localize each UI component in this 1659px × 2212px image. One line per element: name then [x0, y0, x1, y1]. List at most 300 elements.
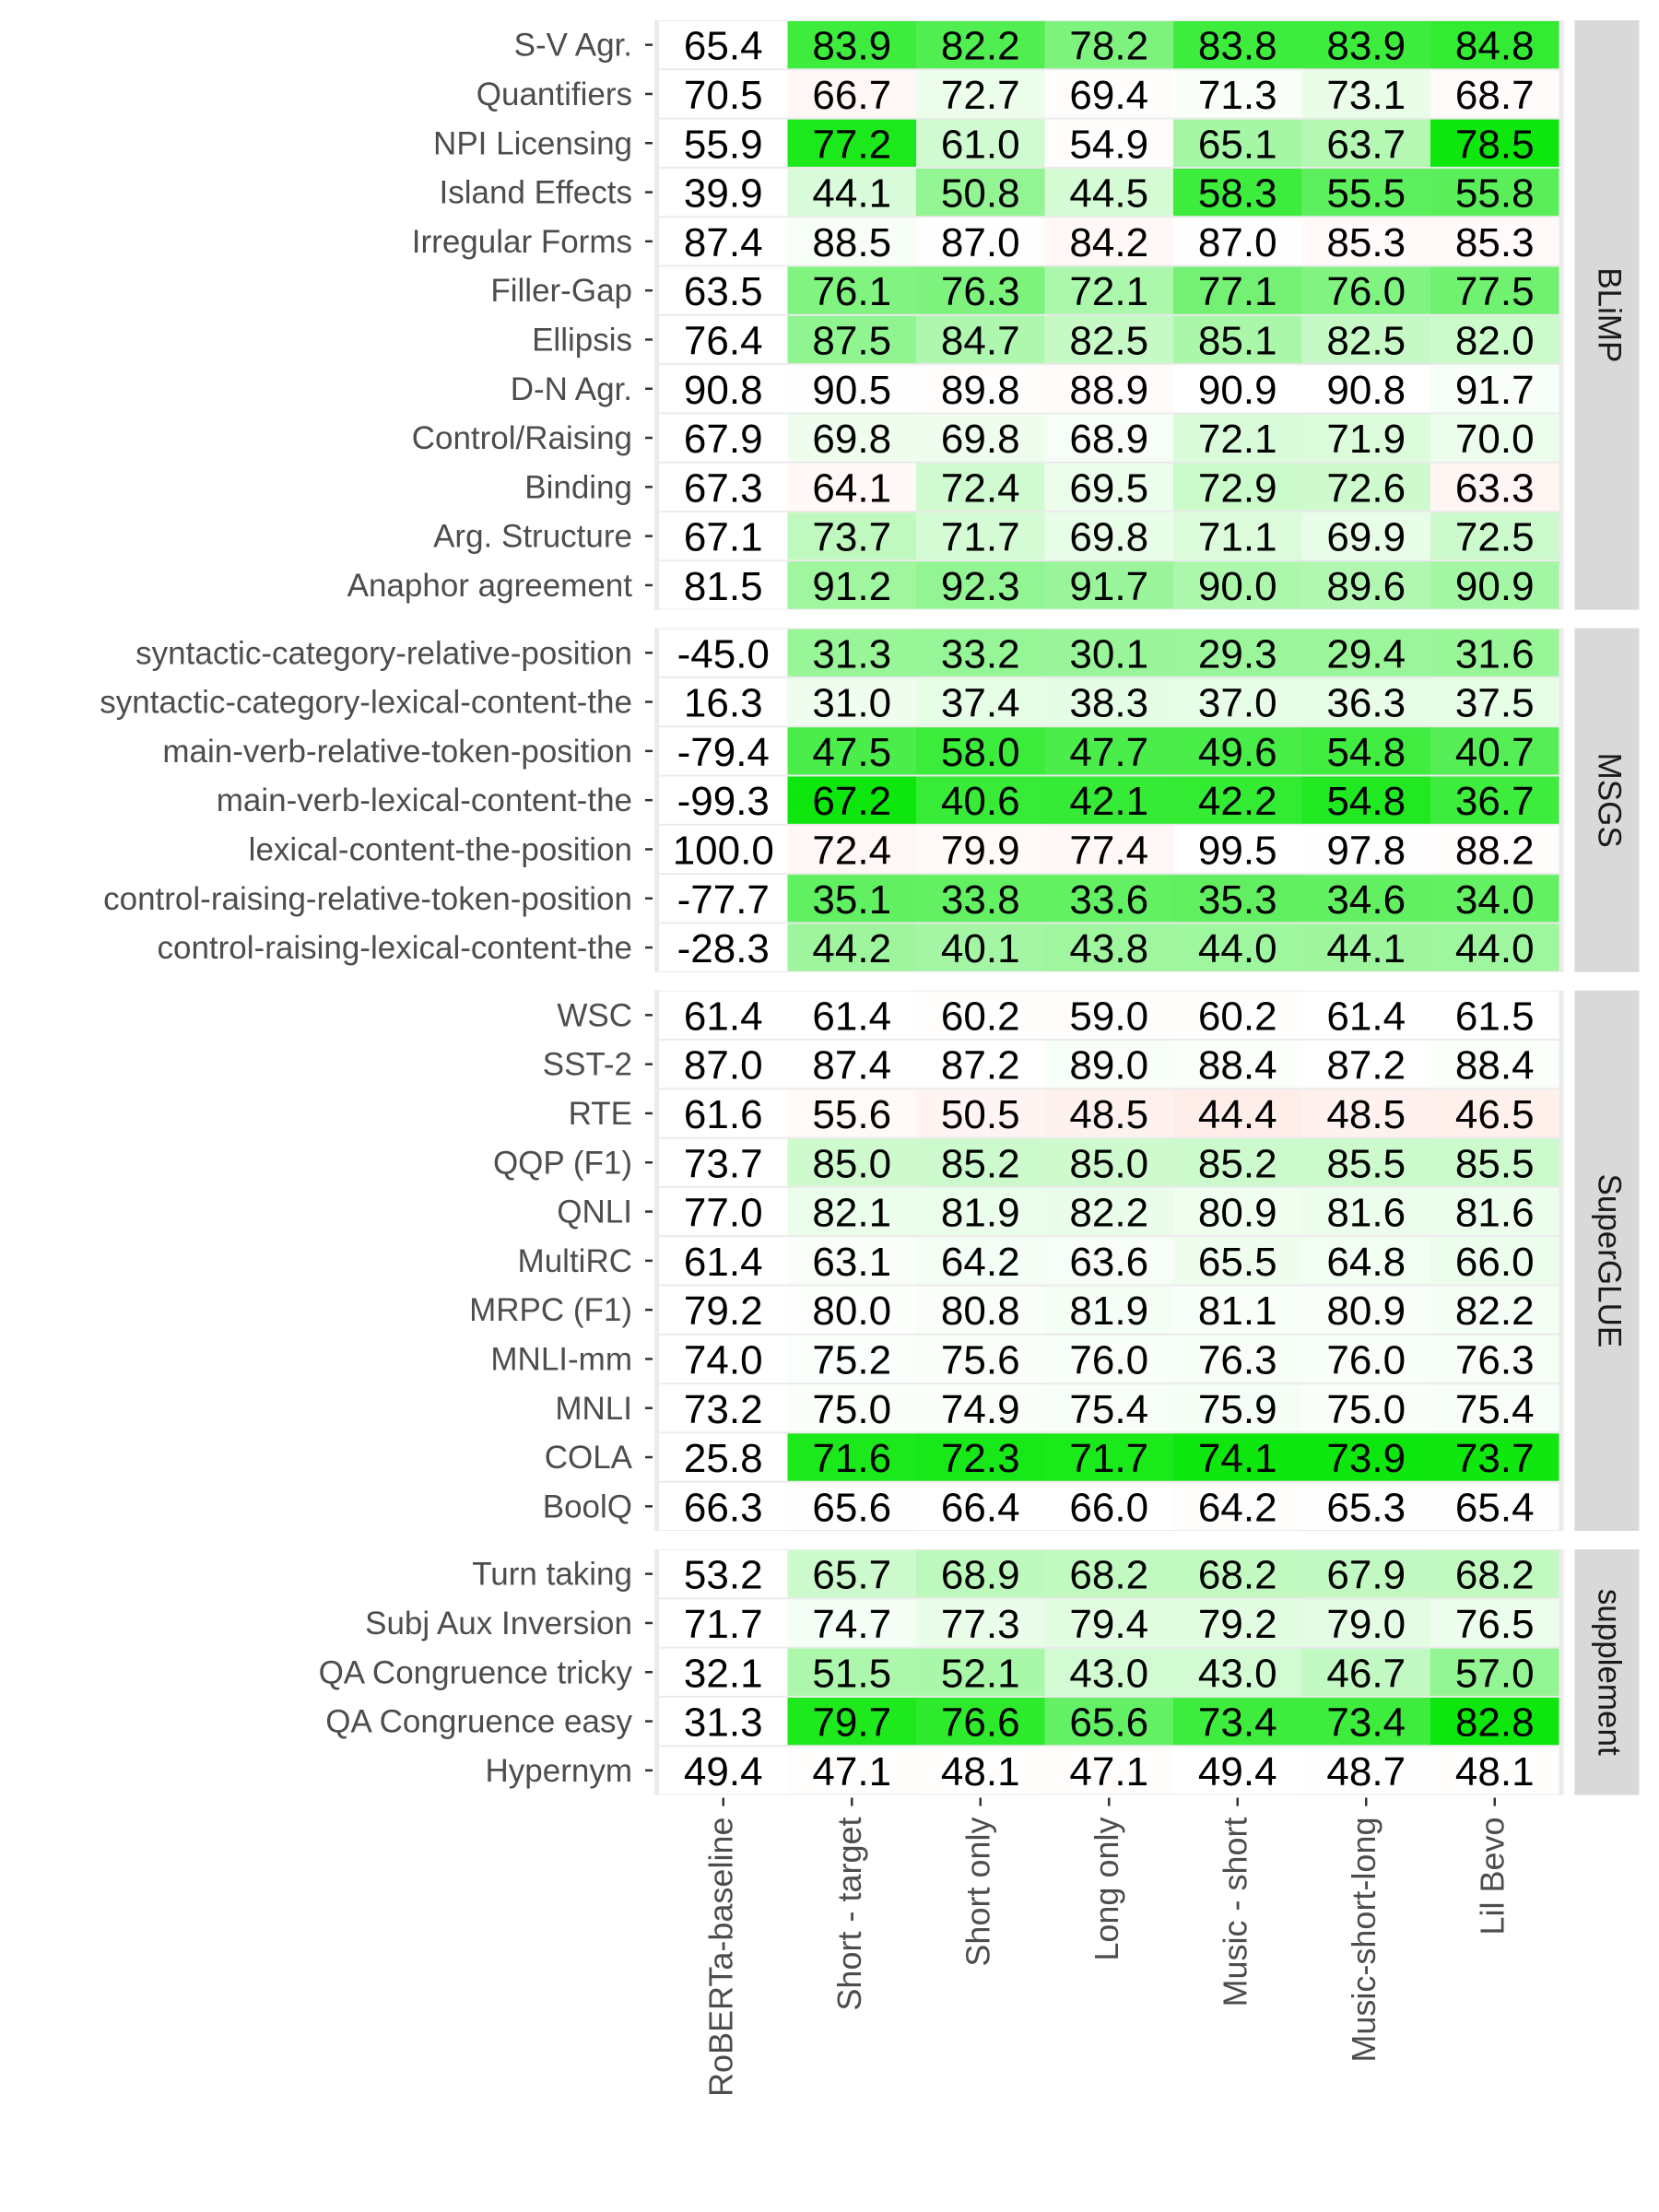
- table-row: [486, 1747, 1559, 1794]
- cell-value: 35.1: [812, 877, 892, 923]
- cell-value: 54.8: [1326, 729, 1406, 775]
- row-label: COLA: [544, 1440, 632, 1477]
- cell-value: 81.9: [1069, 1288, 1149, 1335]
- cell-value: 49.4: [1197, 1748, 1277, 1794]
- cell-value: 80.0: [812, 1288, 892, 1335]
- cell-value: 64.1: [812, 465, 892, 512]
- cell-value: 47.7: [1069, 729, 1149, 775]
- cell-value: 73.9: [1326, 1436, 1406, 1482]
- cell-value: 82.2: [940, 23, 1020, 69]
- cell-value: 74.9: [940, 1386, 1020, 1432]
- table-row: [557, 1188, 1559, 1236]
- cell-value: 75.2: [812, 1337, 892, 1383]
- cell-value: 78.5: [1454, 122, 1535, 168]
- cell-value: 50.8: [940, 171, 1020, 217]
- cell-value: 79.4: [1069, 1601, 1149, 1647]
- cell-value: 81.5: [683, 563, 763, 609]
- table-row: [490, 267, 1559, 315]
- cell-value: 85.5: [1326, 1141, 1406, 1187]
- cell-value: 69.4: [1069, 72, 1149, 118]
- table-row: [249, 826, 1559, 874]
- cell-value: 83.9: [1326, 23, 1406, 69]
- x-tick-label: Music-short-long: [1344, 1817, 1382, 2063]
- cell-value: 44.1: [1326, 926, 1406, 972]
- cell-value: 82.2: [1454, 1288, 1535, 1335]
- cell-value: 48.1: [940, 1748, 1020, 1794]
- cell-value: 37.0: [1197, 680, 1277, 726]
- cell-value: 54.9: [1069, 122, 1149, 168]
- cell-value: 30.1: [1069, 631, 1149, 677]
- row-label: S-V Agr.: [513, 27, 632, 64]
- cell-value: 58.3: [1197, 171, 1277, 217]
- cell-value: 53.2: [683, 1552, 763, 1598]
- cell-value: 73.4: [1197, 1700, 1277, 1746]
- facet-strip-label: SuperGLUE: [1591, 1173, 1628, 1348]
- facet-strip-label: MSGS: [1591, 752, 1628, 848]
- cell-value: 76.0: [1326, 269, 1406, 315]
- cell-value: 46.7: [1326, 1651, 1406, 1697]
- cell-value: 63.1: [812, 1239, 892, 1285]
- cell-value: 48.5: [1069, 1091, 1149, 1137]
- table-row: [347, 561, 1559, 609]
- cell-value: 84.2: [1069, 219, 1149, 265]
- row-label: Irregular Forms: [411, 223, 632, 260]
- cell-value: 47.5: [812, 729, 892, 775]
- cell-value: 91.7: [1454, 367, 1535, 413]
- cell-value: 65.1: [1197, 122, 1277, 168]
- cell-value: 55.8: [1454, 171, 1535, 217]
- cell-value: 85.1: [1197, 318, 1277, 364]
- cell-value: 48.7: [1326, 1748, 1406, 1794]
- cell-value: 29.3: [1197, 631, 1277, 677]
- cell-value: 97.8: [1326, 828, 1406, 874]
- cell-value: 82.1: [812, 1190, 892, 1236]
- cell-value: 34.0: [1454, 877, 1535, 923]
- cell-value: 88.2: [1454, 828, 1535, 874]
- cell-value: 71.1: [1197, 514, 1277, 560]
- cell-value: 61.4: [683, 1239, 763, 1285]
- table-row: [100, 678, 1559, 726]
- row-label: D-N Agr.: [510, 371, 632, 407]
- cell-value: 89.6: [1326, 563, 1406, 609]
- cell-value: 49.6: [1197, 729, 1277, 775]
- row-label: Control/Raising: [411, 420, 632, 457]
- table-row: [543, 1483, 1559, 1531]
- cell-value: 65.7: [812, 1552, 892, 1598]
- cell-value: 75.4: [1069, 1386, 1149, 1432]
- cell-value: 39.9: [683, 171, 763, 217]
- cell-value: 49.4: [683, 1748, 763, 1794]
- table-row: [162, 727, 1559, 775]
- cell-value: 71.6: [812, 1436, 892, 1482]
- cell-value: 68.2: [1454, 1552, 1535, 1598]
- cell-value: 79.2: [683, 1288, 763, 1335]
- cell-value: 77.5: [1454, 269, 1535, 315]
- cell-value: -45.0: [677, 631, 770, 677]
- cell-value: -28.3: [677, 926, 770, 972]
- cell-value: 71.3: [1197, 72, 1277, 118]
- table-row: [158, 924, 1559, 971]
- cell-value: 64.8: [1326, 1239, 1406, 1285]
- facet-supplement: [319, 1549, 1640, 1795]
- cell-value: 87.0: [683, 1042, 763, 1088]
- cell-value: 37.4: [940, 680, 1020, 726]
- cell-value: 79.2: [1197, 1601, 1277, 1647]
- cell-value: 73.7: [1454, 1436, 1535, 1482]
- cell-value: 73.7: [812, 514, 892, 560]
- row-label: MRPC (F1): [469, 1292, 632, 1329]
- row-label: Binding: [524, 469, 632, 506]
- cell-value: 76.5: [1454, 1601, 1535, 1647]
- cell-value: 65.4: [683, 23, 763, 69]
- table-row: [365, 1599, 1559, 1647]
- cell-value: 72.4: [940, 465, 1020, 512]
- x-tick-label: Long only: [1087, 1817, 1125, 1961]
- cell-value: 88.4: [1454, 1042, 1535, 1088]
- cell-value: 82.2: [1069, 1190, 1149, 1236]
- row-label: MultiRC: [517, 1242, 632, 1279]
- cell-value: 31.6: [1454, 631, 1535, 677]
- cell-value: 61.4: [1326, 994, 1406, 1040]
- cell-value: 69.9: [1326, 514, 1406, 560]
- table-row: [319, 1649, 1559, 1697]
- cell-value: 91.2: [812, 563, 892, 609]
- cell-value: 66.4: [940, 1485, 1020, 1531]
- table-row: [472, 1550, 1559, 1598]
- cell-value: 76.0: [1069, 1337, 1149, 1383]
- row-label: RTE: [568, 1095, 632, 1132]
- facet-strip-label: supplement: [1591, 1588, 1628, 1756]
- cell-value: 61.4: [683, 994, 763, 1040]
- cell-value: 99.5: [1197, 828, 1277, 874]
- cell-value: 74.0: [683, 1337, 763, 1383]
- cell-value: 60.2: [1197, 994, 1277, 1040]
- row-label: Turn taking: [472, 1556, 632, 1593]
- cell-value: 76.3: [940, 269, 1020, 315]
- x-tick-label: Lil Bevo: [1473, 1817, 1512, 1936]
- table-row: [524, 464, 1559, 512]
- table-row: [569, 1089, 1559, 1137]
- cell-value: 63.5: [683, 269, 763, 315]
- table-row: [511, 365, 1559, 413]
- table-row: [325, 1698, 1559, 1746]
- cell-value: 73.2: [683, 1386, 763, 1432]
- cell-value: 69.8: [940, 417, 1020, 463]
- cell-value: 71.7: [683, 1601, 763, 1647]
- cell-value: 87.0: [940, 219, 1020, 265]
- cell-value: 87.2: [940, 1042, 1020, 1088]
- cell-value: 48.1: [1454, 1748, 1535, 1794]
- row-label: WSC: [557, 997, 632, 1034]
- cell-value: 60.2: [940, 994, 1020, 1040]
- x-tick-label: RoBERTa-baseline: [701, 1817, 740, 2098]
- cell-value: 40.7: [1454, 729, 1535, 775]
- row-label: main-verb-lexical-content-the: [216, 782, 632, 819]
- cell-value: 78.2: [1069, 23, 1149, 69]
- cell-value: 69.8: [1069, 514, 1149, 560]
- row-label: Arg. Structure: [433, 518, 632, 555]
- cell-value: 90.0: [1197, 563, 1277, 609]
- table-row: [555, 1384, 1559, 1432]
- cell-value: 71.7: [940, 514, 1020, 560]
- cell-value: 68.7: [1454, 72, 1535, 118]
- row-label: BoolQ: [542, 1488, 632, 1525]
- facet-superglue: [469, 991, 1639, 1531]
- x-tick-label: Short only: [959, 1817, 997, 1967]
- cell-value: 44.0: [1197, 926, 1277, 972]
- cell-value: 47.1: [812, 1748, 892, 1794]
- cell-value: 73.7: [683, 1141, 763, 1187]
- cell-value: 37.5: [1454, 680, 1535, 726]
- cell-value: 44.5: [1069, 171, 1149, 217]
- facet-blimp: [347, 20, 1640, 610]
- cell-value: 85.2: [1197, 1141, 1277, 1187]
- cell-value: 72.5: [1454, 514, 1535, 560]
- cell-value: 80.8: [940, 1288, 1020, 1335]
- cell-value: 72.1: [1069, 269, 1149, 315]
- cell-value: 77.1: [1197, 269, 1277, 315]
- row-label: main-verb-relative-token-position: [162, 733, 632, 770]
- cell-value: -99.3: [677, 779, 770, 825]
- cell-value: 87.4: [683, 219, 763, 265]
- cell-value: 35.3: [1197, 877, 1277, 923]
- cell-value: 74.1: [1197, 1436, 1277, 1482]
- cell-value: 73.4: [1326, 1700, 1406, 1746]
- cell-value: 83.9: [812, 23, 892, 69]
- table-row: [135, 629, 1559, 677]
- cell-value: 25.8: [683, 1436, 763, 1482]
- cell-value: 65.5: [1197, 1239, 1277, 1285]
- cell-value: 66.0: [1069, 1485, 1149, 1531]
- table-row: [490, 1335, 1559, 1383]
- cell-value: 54.8: [1326, 779, 1406, 825]
- cell-value: 77.0: [683, 1190, 763, 1236]
- cell-value: 81.1: [1197, 1288, 1277, 1335]
- row-label: SST-2: [542, 1046, 632, 1083]
- cell-value: 33.6: [1069, 877, 1149, 923]
- table-row: [514, 21, 1559, 69]
- cell-value: 63.3: [1454, 465, 1535, 512]
- facet-msgs: [100, 629, 1639, 972]
- cell-value: 77.4: [1069, 828, 1149, 874]
- table-row: [433, 120, 1559, 168]
- cell-value: -77.7: [677, 877, 770, 923]
- row-label: MNLI: [555, 1390, 632, 1427]
- cell-value: 85.3: [1326, 219, 1406, 265]
- row-label: control-raising-lexical-content-the: [157, 930, 632, 967]
- cell-value: 70.0: [1454, 417, 1535, 463]
- cell-value: 67.9: [1326, 1552, 1406, 1598]
- cell-value: 33.2: [940, 631, 1020, 677]
- cell-value: 43.8: [1069, 926, 1149, 972]
- row-label: MNLI-mm: [490, 1341, 632, 1378]
- cell-value: 42.1: [1069, 779, 1149, 825]
- cell-value: 68.9: [940, 1552, 1020, 1598]
- cell-value: 34.6: [1326, 877, 1406, 923]
- cell-value: 79.0: [1326, 1601, 1406, 1647]
- cell-value: 75.4: [1454, 1386, 1535, 1432]
- cell-value: 63.6: [1069, 1239, 1149, 1285]
- cell-value: 36.7: [1454, 779, 1535, 825]
- cell-value: 64.2: [1197, 1485, 1277, 1531]
- cell-value: 72.7: [940, 72, 1020, 118]
- cell-value: 72.4: [812, 828, 892, 874]
- cell-value: 29.4: [1326, 631, 1406, 677]
- cell-value: 63.7: [1326, 122, 1406, 168]
- cell-value: 61.5: [1454, 994, 1535, 1040]
- cell-value: 81.6: [1454, 1190, 1535, 1236]
- cell-value: 87.0: [1197, 219, 1277, 265]
- cell-value: 80.9: [1197, 1190, 1277, 1236]
- cell-value: 92.3: [940, 563, 1020, 609]
- row-label: NPI Licensing: [433, 125, 632, 162]
- cell-value: 100.0: [672, 828, 774, 874]
- row-label: Ellipsis: [532, 322, 632, 359]
- cell-value: 44.2: [812, 926, 892, 972]
- cell-value: 85.0: [1069, 1141, 1149, 1187]
- cell-value: 57.0: [1454, 1651, 1535, 1697]
- cell-value: 82.5: [1326, 318, 1406, 364]
- cell-value: 67.2: [812, 779, 892, 825]
- x-tick-label: Music - short: [1216, 1817, 1254, 2007]
- cell-value: 69.8: [812, 417, 892, 463]
- row-label: Island Effects: [439, 174, 632, 211]
- row-label: syntactic-category-lexical-content-the: [100, 684, 632, 721]
- cell-value: 84.8: [1454, 23, 1535, 69]
- table-row: [103, 875, 1559, 923]
- row-label: QA Congruence tricky: [318, 1654, 632, 1691]
- row-label: QA Congruence easy: [325, 1703, 632, 1740]
- cell-value: 36.3: [1326, 680, 1406, 726]
- cell-value: 68.2: [1197, 1552, 1277, 1598]
- x-axis: [701, 1798, 1511, 2098]
- cell-value: 72.3: [940, 1436, 1020, 1482]
- cell-value: 85.0: [812, 1141, 892, 1187]
- cell-value: 51.5: [812, 1651, 892, 1697]
- cell-value: 75.6: [940, 1337, 1020, 1383]
- cell-value: 76.1: [812, 269, 892, 315]
- cell-value: 85.2: [940, 1141, 1020, 1187]
- cell-value: 75.9: [1197, 1386, 1277, 1432]
- cell-value: 16.3: [683, 680, 763, 726]
- cell-value: 88.5: [812, 219, 892, 265]
- cell-value: 44.4: [1197, 1091, 1277, 1137]
- cell-value: 38.3: [1069, 680, 1149, 726]
- cell-value: 90.8: [1326, 367, 1406, 413]
- cell-value: 80.9: [1326, 1288, 1406, 1335]
- cell-value: 67.1: [683, 514, 763, 560]
- cell-value: 82.0: [1454, 318, 1535, 364]
- cell-value: 70.5: [683, 72, 763, 118]
- row-label: QQP (F1): [492, 1145, 632, 1182]
- cell-value: 90.9: [1197, 367, 1277, 413]
- row-label: Hypernym: [485, 1752, 632, 1789]
- cell-value: 33.8: [940, 877, 1020, 923]
- cell-value: 43.0: [1069, 1651, 1149, 1697]
- cell-value: 40.6: [940, 779, 1020, 825]
- cell-value: 82.8: [1454, 1700, 1535, 1746]
- cell-value: 90.9: [1454, 563, 1535, 609]
- row-label: Anaphor agreement: [347, 567, 632, 604]
- cell-value: 87.2: [1326, 1042, 1406, 1088]
- cell-value: 76.4: [683, 318, 763, 364]
- cell-value: 68.9: [1069, 417, 1149, 463]
- cell-value: 44.1: [812, 171, 892, 217]
- cell-value: 90.5: [812, 367, 892, 413]
- cell-value: 32.1: [683, 1651, 763, 1697]
- cell-value: 84.7: [940, 318, 1020, 364]
- row-label: Filler-Gap: [490, 273, 632, 310]
- cell-value: 67.3: [683, 465, 763, 512]
- cell-value: 67.9: [683, 417, 763, 463]
- cell-value: 81.6: [1326, 1190, 1406, 1236]
- cell-value: 72.6: [1326, 465, 1406, 512]
- cell-value: 73.1: [1326, 72, 1406, 118]
- row-label: Subj Aux Inversion: [365, 1605, 632, 1641]
- cell-value: 76.3: [1197, 1337, 1277, 1383]
- row-label: control-raising-relative-token-position: [103, 880, 632, 917]
- cell-value: 89.0: [1069, 1042, 1149, 1088]
- cell-value: 55.9: [683, 122, 763, 168]
- cell-value: 76.3: [1454, 1337, 1535, 1383]
- cell-value: 48.5: [1326, 1091, 1406, 1137]
- cell-value: 66.3: [683, 1485, 763, 1531]
- cell-value: 87.5: [812, 318, 892, 364]
- cell-value: 71.7: [1069, 1436, 1149, 1482]
- cell-value: 75.0: [1326, 1386, 1406, 1432]
- cell-value: 31.3: [812, 631, 892, 677]
- cell-value: 79.7: [812, 1700, 892, 1746]
- table-row: [469, 1287, 1559, 1335]
- x-tick-label: Short - target: [830, 1817, 868, 2011]
- cell-value: 61.4: [812, 994, 892, 1040]
- cell-value: 31.3: [683, 1700, 763, 1746]
- cell-value: 72.9: [1197, 465, 1277, 512]
- cell-value: 66.0: [1454, 1239, 1535, 1285]
- facet-strip-label: BLiMP: [1591, 267, 1628, 363]
- cell-value: 65.3: [1326, 1485, 1406, 1531]
- cell-value: 61.0: [940, 122, 1020, 168]
- cell-value: 76.0: [1326, 1337, 1406, 1383]
- cell-value: 76.6: [940, 1700, 1020, 1746]
- cell-value: 68.2: [1069, 1552, 1149, 1598]
- cell-value: 65.6: [812, 1485, 892, 1531]
- cell-value: 69.5: [1069, 465, 1149, 512]
- row-label: syntactic-category-relative-position: [135, 635, 632, 672]
- cell-value: 88.4: [1197, 1042, 1277, 1088]
- cell-value: 61.6: [683, 1091, 763, 1137]
- cell-value: 77.3: [940, 1601, 1020, 1647]
- cell-value: 79.9: [940, 828, 1020, 874]
- cell-value: 88.9: [1069, 367, 1149, 413]
- cell-value: 91.7: [1069, 563, 1149, 609]
- table-row: [217, 777, 1559, 825]
- cell-value: 90.8: [683, 367, 763, 413]
- table-row: [518, 1237, 1559, 1285]
- cell-value: 75.0: [812, 1386, 892, 1432]
- cell-value: 44.0: [1454, 926, 1535, 972]
- table-row: [493, 1139, 1559, 1187]
- cell-value: 85.3: [1454, 219, 1535, 265]
- cell-value: 71.9: [1326, 417, 1406, 463]
- cell-value: 55.5: [1326, 171, 1406, 217]
- cell-value: 83.8: [1197, 23, 1277, 69]
- table-row: [440, 169, 1559, 217]
- cell-value: 87.4: [812, 1042, 892, 1088]
- cell-value: 47.1: [1069, 1748, 1149, 1794]
- cell-value: -79.4: [677, 729, 770, 775]
- row-label: Quantifiers: [476, 76, 632, 112]
